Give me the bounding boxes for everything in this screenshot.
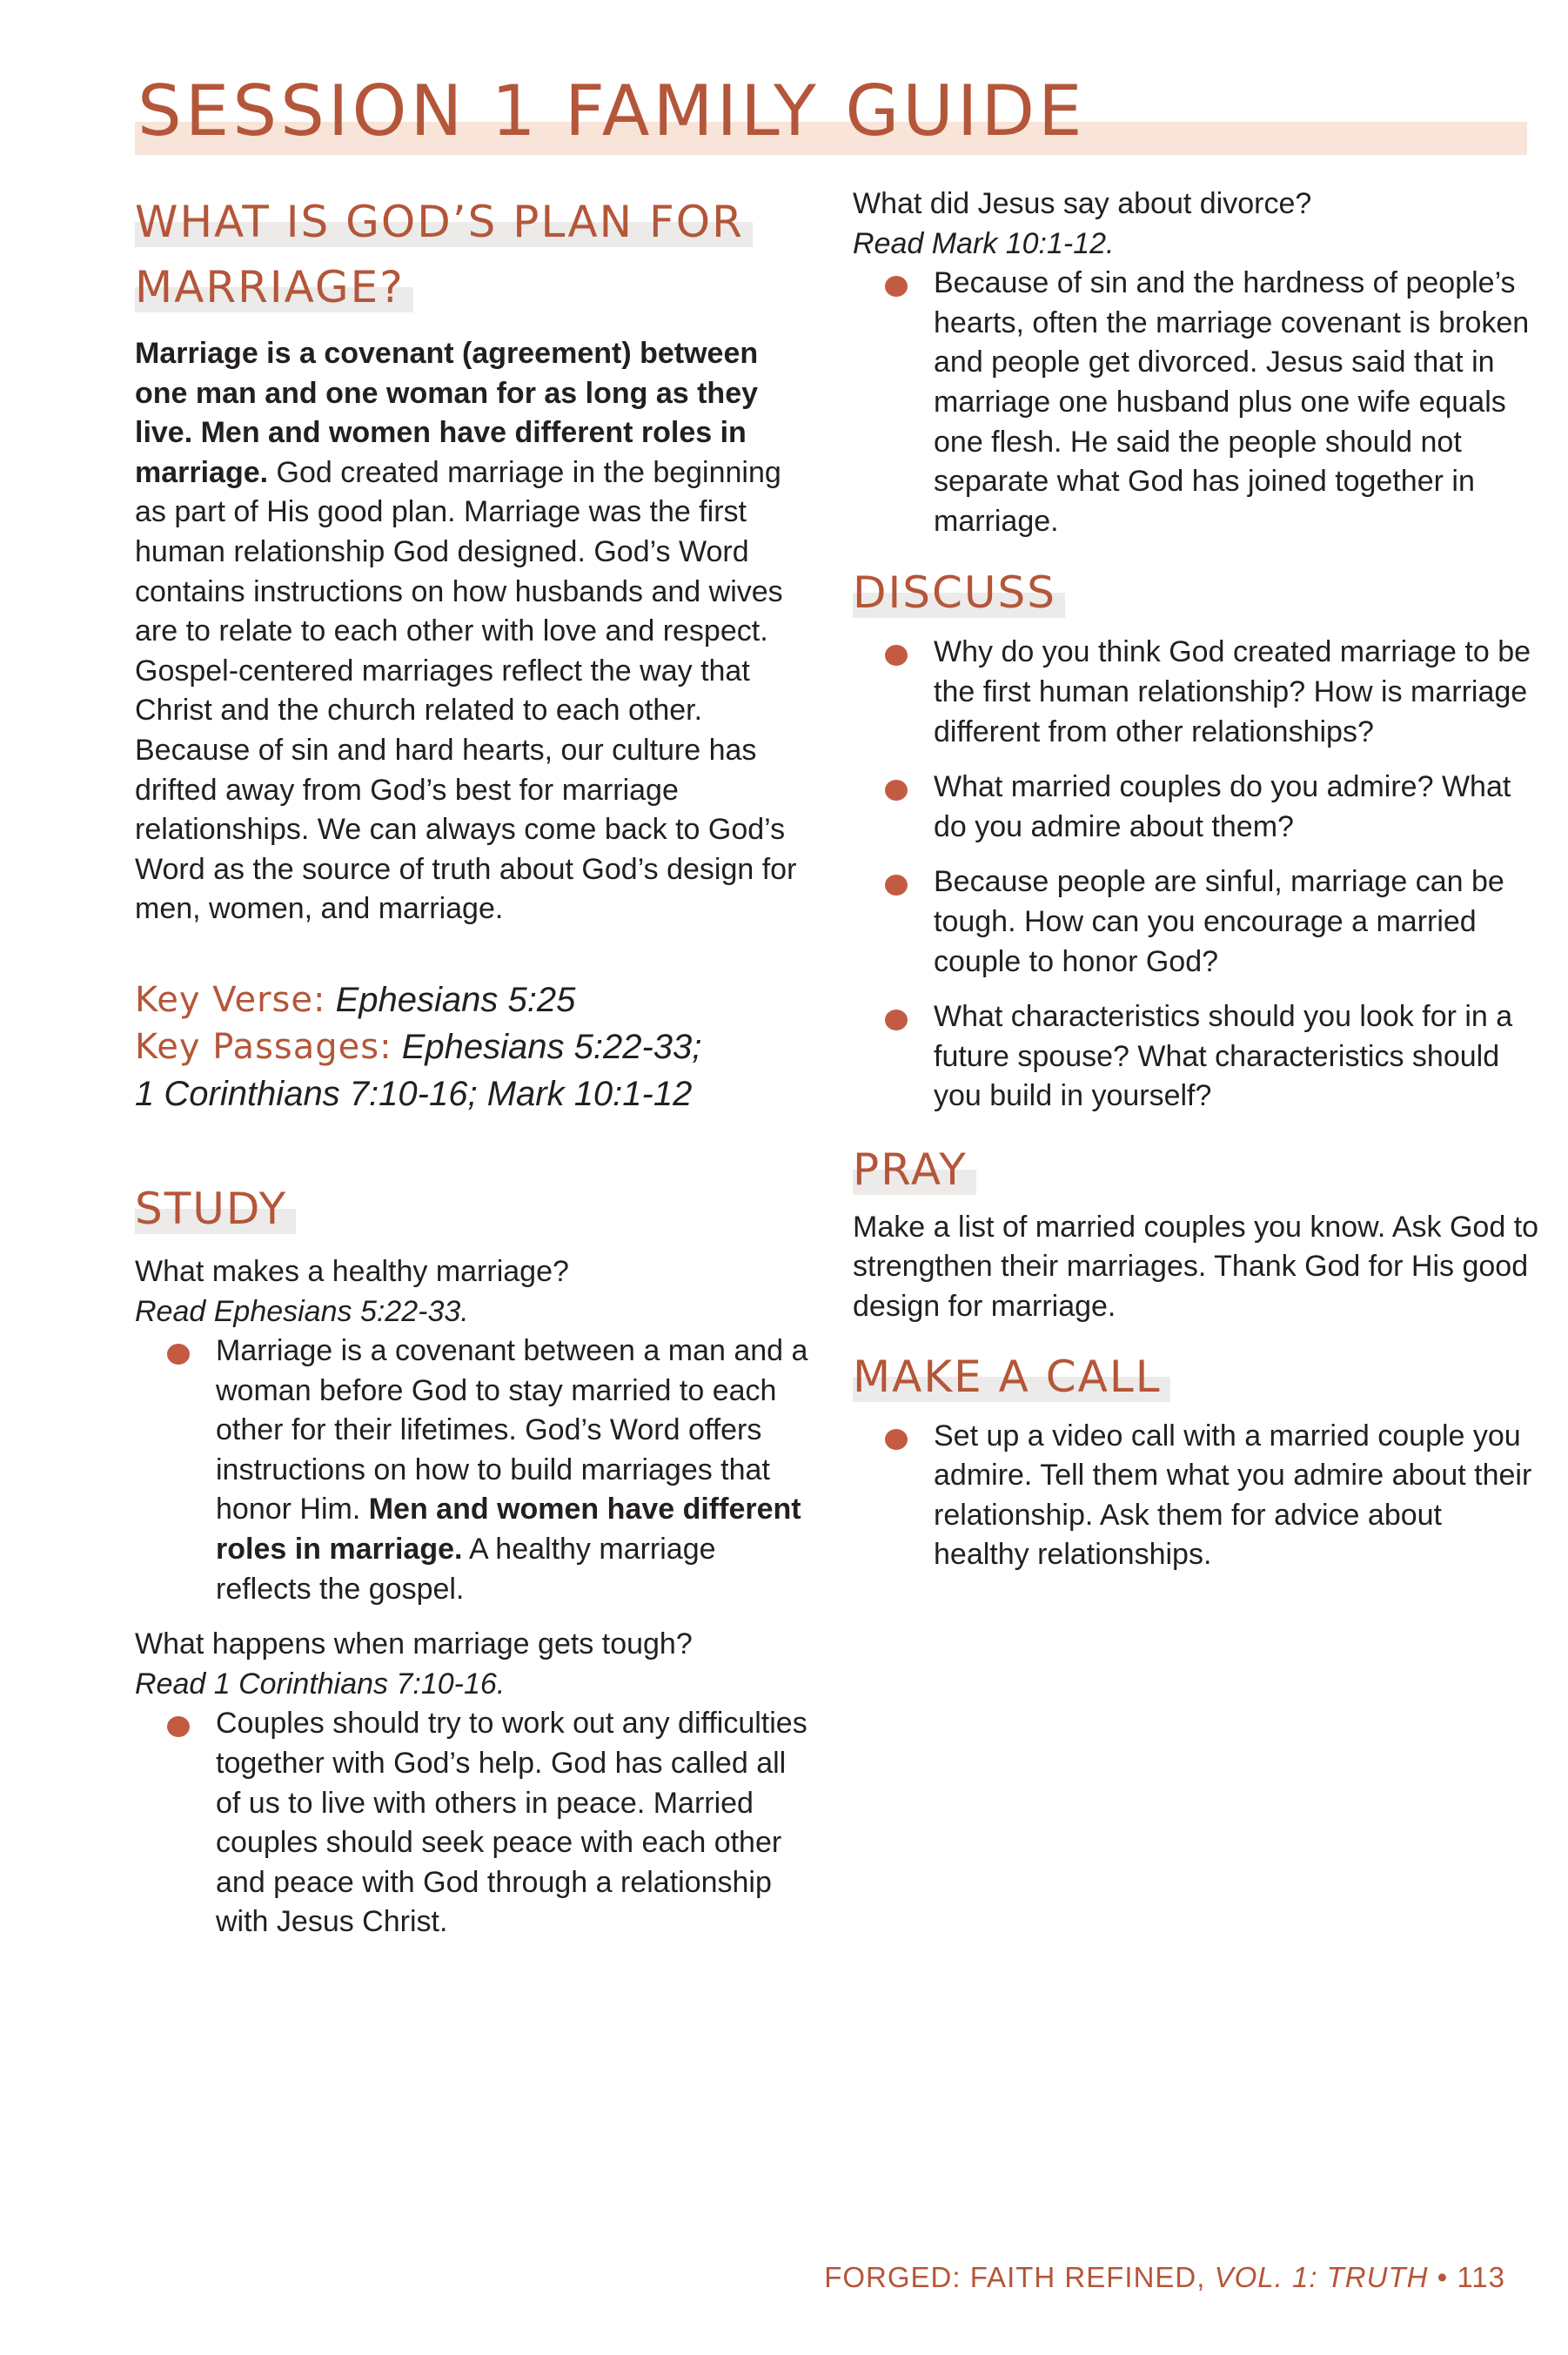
study-question-2	[135, 1625, 818, 1942]
pray-heading	[853, 1137, 1540, 1203]
study-answer-1-list	[135, 1332, 818, 1609]
discuss-item: What characteristics should you look for in a future spouse? What characteristics should you build in yourself?	[853, 997, 1540, 1117]
study-answer-1-part1: Marriage is a covenant between a man and a woman before God to stay married to each other for their lifetimes. God’s Word offers instructions on how to build marriages that honor Him.	[216, 1334, 808, 1526]
study-reading-1: Read Ephesians 5:22-33.	[135, 1294, 469, 1328]
make-a-call-list	[853, 1417, 1540, 1575]
study-answer-2-list	[135, 1704, 818, 1942]
study-reading-3: Read Mark 10:1-12.	[853, 226, 1115, 260]
intro-bold-text: Marriage is a covenant (agreement) between one man and one woman for as long as they live. Men and women have different roles in marriage.	[135, 337, 759, 489]
study-answer-1-part2: A healthy marriage reflects the gospel.	[216, 1533, 716, 1606]
left-column	[135, 190, 818, 1942]
key-passages-line	[135, 1023, 818, 1070]
study-answer-2: Couples should try to work out any difficulties together with God’s help. God has called all of us to live with others in peace. Married couples should seek peace with each other and peace with God through a relationship with Jesus Christ.	[135, 1704, 818, 1942]
pray-text: Make a list of married couples you know. Ask God to strengthen their marriages. Thank God for His good design for marriage.	[853, 1210, 1539, 1324]
discuss-heading-text: DISCUSS	[853, 567, 1065, 618]
discuss-item: What married couples do you admire? What do you admire about them?	[853, 768, 1540, 847]
discuss-item: Why do you think God created marriage to be the first human relationship? How is marriage different from other relationships?	[853, 633, 1540, 752]
study-heading	[135, 1177, 818, 1242]
page-footer	[824, 2261, 1505, 2294]
intro-body-text: God created marriage in the beginning as part of His good plan. Marriage was the first human relationship God designed. God’s Word contains instructions on how husbands and wives are to relate to each other with love and respect. Gospel-centered marriages reflect the way that Christ and the church related to each other. Because of sin and hard hearts, our culture has drifted away from God’s best for marriage relationships. We can always come back to God’s Word as the source of truth about God’s design for men, women, and marriage.	[135, 455, 797, 926]
study-question-2-text: What happens when marriage gets tough?	[135, 1627, 693, 1661]
study-answer-3: Because of sin and the hardness of people’s hearts, often the marriage covenant is broken and people get divorced. Jesus said that in marriage one husband plus one wife equals one flesh. He said the people should not separate what God has joined together in marriage.	[853, 264, 1540, 541]
page-title: SESSION 1 FAMILY GUIDE	[137, 70, 1086, 151]
intro-paragraph	[135, 334, 818, 929]
make-a-call-heading	[853, 1345, 1540, 1410]
study-question-3-text: What did Jesus say about divorce?	[853, 187, 1312, 220]
key-passages-label: Key Passages:	[135, 1026, 392, 1067]
study-question-1-text: What makes a healthy marriage?	[135, 1254, 569, 1288]
key-passages-line-2	[135, 1070, 818, 1117]
footer-book: FORGED: FAITH REFINED,	[824, 2261, 1206, 2293]
key-verses	[135, 976, 818, 1117]
right-column	[853, 185, 1540, 1575]
study-answer-1	[135, 1332, 818, 1609]
study-heading-text: STUDY	[135, 1184, 296, 1234]
intro-heading	[135, 190, 818, 320]
key-verse-line	[135, 976, 818, 1023]
intro-heading-text: WHAT IS GOD’S PLAN FOR MARRIAGE?	[135, 197, 753, 312]
discuss-item: Because people are sinful, marriage can be tough. How can you encourage a married couple to honor God?	[853, 862, 1540, 982]
footer-separator: •	[1437, 2261, 1449, 2293]
pray-heading-text: PRAY	[853, 1144, 976, 1195]
key-passages-ref-1: Ephesians 5:22-33;	[401, 1027, 702, 1066]
key-verse-label: Key Verse:	[135, 979, 326, 1020]
study-question-3	[853, 185, 1540, 541]
discuss-heading	[853, 560, 1540, 626]
make-a-call-item: Set up a video call with a married couple you admire. Tell them what you admire about their relationship. Ask them for advice about healthy relationships.	[853, 1417, 1540, 1575]
study-question-1	[135, 1252, 818, 1609]
page-number: 113	[1457, 2261, 1505, 2293]
discuss-list	[853, 633, 1540, 1117]
key-verse-ref: Ephesians 5:25	[335, 980, 576, 1019]
study-reading-2: Read 1 Corinthians 7:10-16.	[135, 1667, 506, 1701]
key-passages-ref-2: 1 Corinthians 7:10-16; Mark 10:1-12	[135, 1074, 693, 1113]
study-answer-3-list	[853, 264, 1540, 541]
study-answer-1-bold: Men and women have different roles in marriage.	[216, 1493, 801, 1567]
make-a-call-heading-text: MAKE A CALL	[853, 1352, 1170, 1402]
footer-volume: VOL. 1: TRUTH	[1214, 2261, 1429, 2293]
